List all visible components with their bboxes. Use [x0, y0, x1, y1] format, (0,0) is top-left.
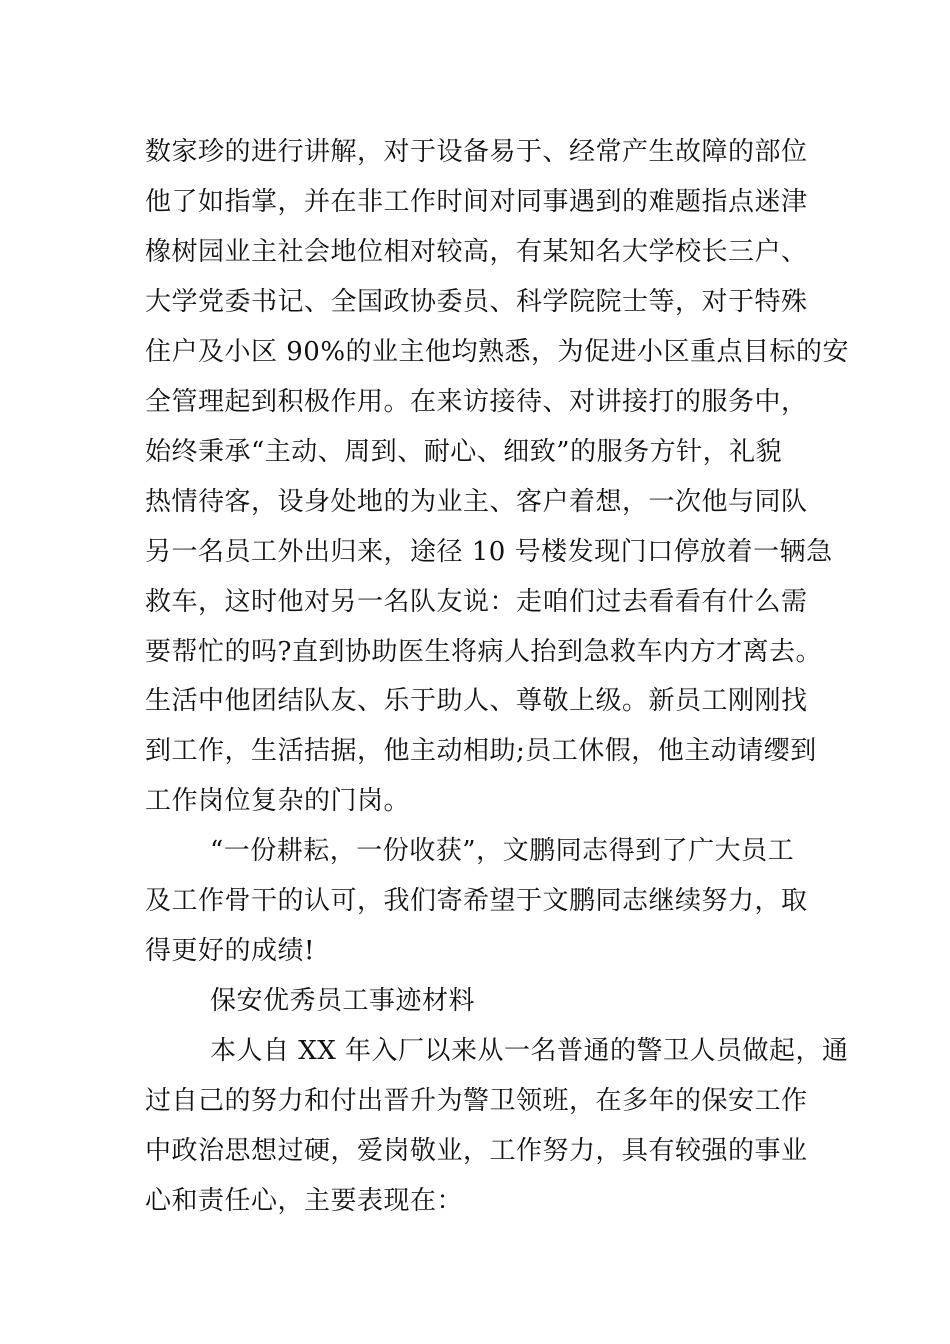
text-line: 全管理起到积极作用。在来访接待、对讲接打的服务中， [145, 387, 808, 417]
text-line: 到工作，生活拮据，他主动相助;员工休假，他主动请缨到 [145, 736, 817, 766]
section-title: 保安优秀员工事迹材料 [210, 986, 476, 1016]
text-line: 工作岗位复杂的门岗。 [145, 786, 411, 816]
text-line: 及工作骨干的认可，我们寄希望于文鹏同志继续努力，取 [145, 886, 808, 916]
text-line: 数家珍的进行讲解，对于设备易于、经常产生故障的部位 [145, 137, 808, 167]
text-line: 热情待客，设身处地的为业主、客户着想，一次他与同队 [145, 487, 808, 517]
text-line: 住户及小区 90%的业主他均熟悉，为促进小区重点目标的安 [145, 337, 850, 367]
text-line: 过自己的努力和付出晋升为警卫领班，在多年的保安工作 [145, 1086, 808, 1116]
text-line: 另一名员工外出归来，途径 10 号楼发现门口停放着一辆急 [145, 537, 833, 567]
text-line: 他了如指掌，并在非工作时间对同事遇到的难题指点迷津 [145, 187, 808, 217]
paragraph-first-line: “一份耕耘，一份收获”，文鹏同志得到了广大员工 [210, 836, 795, 866]
text-line: 生活中他团结队友、乐于助人、尊敬上级。新员工刚刚找 [145, 686, 808, 716]
text-line: 心和责任心，主要表现在： [145, 1186, 464, 1216]
text-line: 大学党委书记、全国政协委员、科学院院士等，对于特殊 [145, 287, 808, 317]
text-line: 救车，这时他对另一名队友说：走咱们过去看看有什么需 [145, 587, 808, 617]
text-line: 中政治思想过硬，爱岗敬业，工作努力，具有较强的事业 [145, 1136, 808, 1166]
text-line: 得更好的成绩! [145, 936, 315, 966]
text-line: 要帮忙的吗?直到协助医生将病人抬到急救车内方才离去。 [145, 637, 822, 667]
text-line: 始终秉承“主动、周到、耐心、细致”的服务方针，礼貌 [145, 437, 783, 467]
text-line: 橡树园业主社会地位相对较高，有某知名大学校长三户、 [145, 237, 808, 267]
paragraph-first-line: 本人自 XX 年入厂以来从一名普通的警卫人员做起，通 [210, 1036, 849, 1066]
